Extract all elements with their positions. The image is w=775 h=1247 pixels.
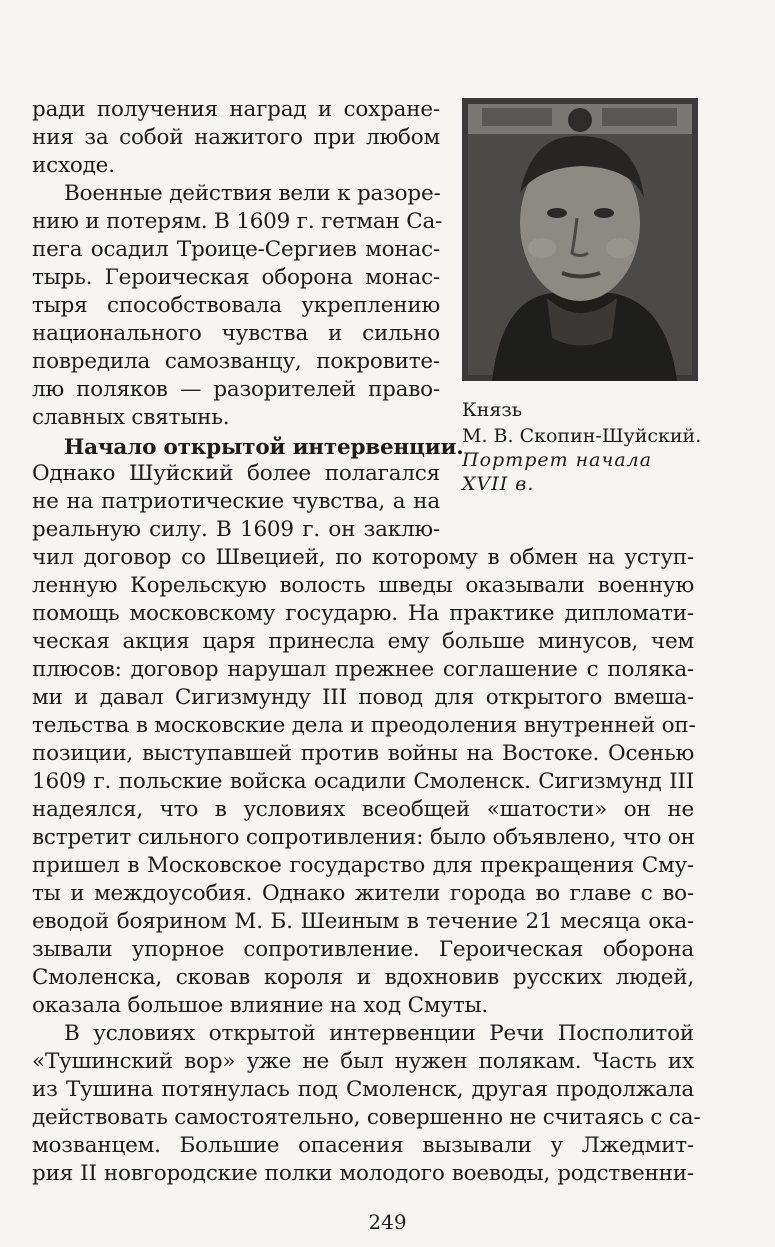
text-line: нию и потерям. В 1609 г. гетман Са-	[32, 209, 443, 234]
text-line: Смоленска, сковав короля и вдохновив русских людей,	[32, 965, 694, 990]
text-line: Однако Шуйский более полагался	[32, 461, 440, 486]
text-line: мозванцем. Большие опасения вызывали у Лжедмит-	[32, 1133, 694, 1158]
text-line: действовать самостоятельно, совершенно не считаясь с са-	[32, 1105, 701, 1130]
caption-line: XVII в.	[462, 473, 535, 495]
text-line: пега осадил Троице-Сергиев монас-	[32, 237, 440, 262]
caption-line: Князь	[462, 399, 523, 421]
text-line: тельства в московские дела и преодоления внутренней оп-	[32, 713, 696, 738]
text-line: плюсов: договор нарушал прежнее соглашение с поляка-	[32, 657, 694, 682]
text-line: ради получения наград и сохране-	[32, 97, 440, 122]
text-line: помощь московскому государю. На практике дипломати-	[32, 601, 694, 626]
text-line: ческая акция царя принесла ему больше минусов, чем	[32, 629, 694, 654]
caption-line: Портрет начала	[462, 449, 653, 471]
text-line: «Тушинский вор» уже не был нужен полякам. Часть их	[32, 1049, 694, 1074]
page-number: 249	[368, 1210, 407, 1234]
text-line: исходе.	[32, 153, 115, 178]
text-line: ми и давал Сигизмунду III повод для открытого вмеша-	[32, 685, 694, 710]
text-line: не на патриотические чувства, а на	[32, 489, 440, 514]
text-line: зывали упорное сопротивление. Героическая оборона	[32, 937, 694, 962]
text-line: В условиях открытой интервенции Речи Посполитой	[64, 1021, 694, 1046]
portrait-image	[462, 98, 698, 381]
text-line: из Тушина потянулась под Смоленск, другая продолжала	[32, 1077, 694, 1102]
section-heading: Начало открытой интервенции.	[64, 435, 464, 460]
text-line: тырь. Героическая оборона монас-	[32, 265, 440, 290]
text-line: национального чувства и сильно	[32, 321, 440, 346]
text-line: рия II новгородские полки молодого воеводы, родственни-	[32, 1161, 694, 1186]
text-line: пришел в Московское государство для прекращения Сму-	[32, 853, 694, 878]
text-line: оказала большое влияние на ход Смуты.	[32, 993, 489, 1018]
text-line: чил договор со Швецией, по которому в обмен на уступ-	[32, 545, 694, 570]
text-line: славных святынь.	[32, 405, 230, 430]
text-line: 1609 г. польские войска осадили Смоленск. Сигизмунд III	[32, 769, 694, 794]
text-line: ния за собой нажитого при любом	[32, 125, 440, 150]
text-line: Военные действия вели к разоре-	[64, 181, 441, 206]
text-line: встретит сильного сопротивления: было объявлено, что он	[32, 825, 695, 850]
text-line: лю поляков — разорителей право-	[32, 377, 440, 402]
caption-line: М. В. Скопин-Шуйский.	[462, 425, 702, 447]
text-line: ты и междоусобия. Однако жители города во главе с во-	[32, 881, 694, 906]
text-line: позиции, выступавшей против войны на Востоке. Осенью	[32, 741, 694, 766]
text-line: еводой боярином М. Б. Шеиным в течение 21 месяца ока-	[32, 909, 694, 934]
text-line: ленную Корельскую волость шведы оказывали военную	[32, 573, 694, 598]
text-line: реальную силу. В 1609 г. он заклю-	[32, 517, 440, 542]
text-line: повредила самозванцу, покровите-	[32, 349, 440, 374]
text-line: надеялся, что в условиях всеобщей «шатости» он не	[32, 797, 694, 822]
text-line: тыря способствовала укреплению	[32, 293, 440, 318]
